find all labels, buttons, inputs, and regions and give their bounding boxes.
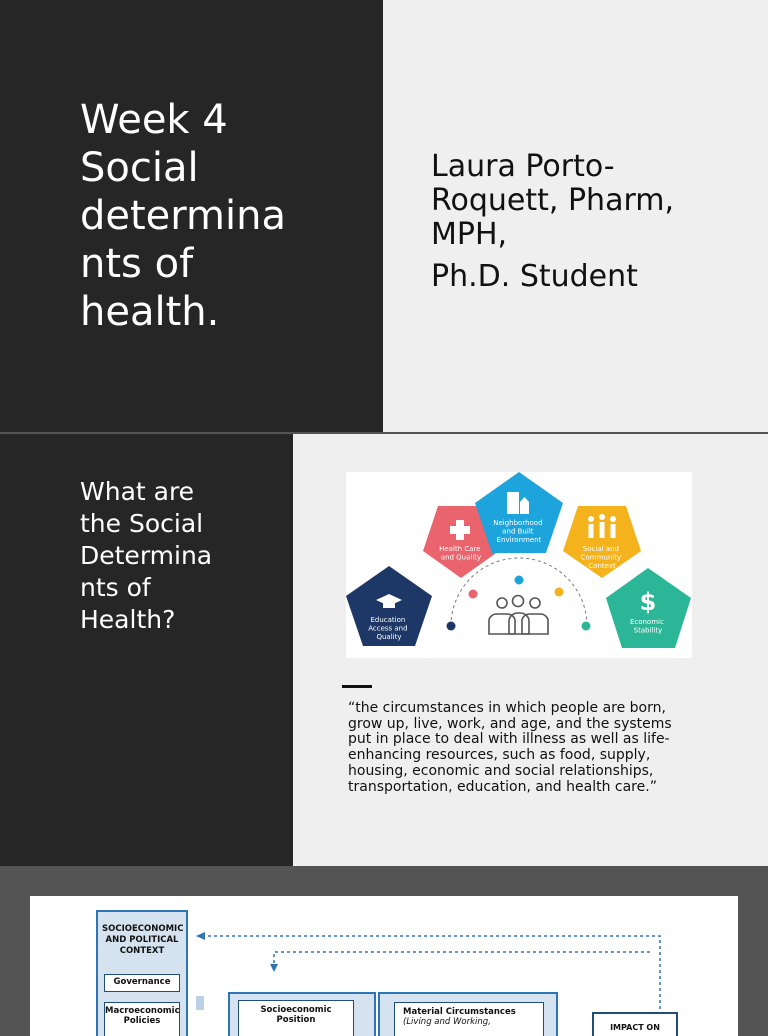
author-line: Laura Porto-: [431, 149, 615, 184]
accent-divider: [342, 685, 372, 688]
title-slide-dark-panel: [0, 0, 383, 432]
domain-label-line: Community: [580, 553, 622, 562]
domain-economic-stability: [606, 568, 691, 648]
domain-label-line: Health Care: [439, 545, 481, 553]
context-title-line: AND POLITICAL: [105, 935, 179, 945]
quote-line: “the circumstances in which people are born,: [348, 700, 666, 716]
context-title-line: CONTEXT: [119, 946, 165, 956]
quote-line: housing, economic and social relationships,: [348, 762, 654, 779]
slide-title-line: health.: [80, 289, 220, 335]
intermediary-determinants-panel: [378, 992, 558, 1036]
domain-label-line: Economic: [629, 618, 664, 626]
domain-label-line: Environment: [496, 536, 542, 544]
domain-social-community: [563, 506, 641, 578]
definition-slide-dark-panel: [0, 434, 293, 866]
sdoh-domains-svg: [346, 472, 692, 658]
people-group-icon: [489, 596, 548, 635]
arc-dot: [555, 588, 564, 597]
feedback-arrow-inner: [274, 952, 650, 964]
quote-line: put in place to deal with illness as well as life-: [348, 731, 670, 748]
arrow-head-icon: [196, 932, 205, 940]
slide-heading-line: Health?: [80, 605, 176, 634]
svg-text:Economic Stability: [630, 618, 666, 635]
slide-heading-line: the Social: [80, 509, 204, 538]
domain-label-line: Quality: [376, 633, 402, 641]
domain-label-line: and Quality: [440, 553, 482, 562]
domain-label-line: Stability: [633, 626, 663, 635]
title-slide: [0, 0, 768, 432]
quote-line: grow up, live, work, and age, and the systems: [348, 715, 672, 732]
slide-title-line: Social: [80, 145, 199, 191]
quote-line: transportation, education, and health care.”: [348, 778, 657, 795]
macro-line: Macroeconomic: [105, 1006, 180, 1016]
definition-slide: [0, 434, 768, 866]
material-circumstances-box: [394, 1002, 544, 1036]
arrow-head-icon: [270, 964, 278, 972]
context-title-line: SOCIOECONOMIC: [102, 924, 184, 934]
arc-dot: [469, 590, 478, 599]
dollar-icon: $: [639, 588, 657, 616]
position-line: Socioeconomic: [260, 1005, 332, 1015]
domain-neighborhood: [475, 472, 563, 553]
flow-arrow-tail: [196, 996, 204, 1010]
slide-heading-line: What are: [80, 477, 195, 506]
arc-dot: [582, 622, 591, 631]
slide-heading-line: Determina: [80, 541, 213, 570]
material-subtitle: (Living and Working,: [403, 1017, 491, 1027]
author-line: MPH,: [431, 217, 508, 252]
author-degree: Ph.D. Student: [431, 259, 638, 294]
impact-label: IMPACT ON: [610, 1023, 660, 1032]
domain-label-line: Context: [588, 562, 616, 570]
domain-label-line: Social and: [582, 545, 619, 553]
position-line: Position: [276, 1015, 316, 1025]
slide-title: [80, 96, 370, 336]
domain-label-line: and Built: [502, 527, 534, 536]
domain-education: [346, 566, 432, 646]
author-block: [431, 150, 731, 294]
sdoh-domains-graphic: [346, 472, 692, 658]
svg-text:Health Care and Qual: [439, 545, 483, 562]
socioeconomic-position-panel: [228, 992, 376, 1036]
definition-quote: [348, 701, 698, 795]
governance-box: Governance: [104, 974, 180, 992]
slide-heading-line: nts of: [80, 573, 151, 602]
socioeconomic-position-box: [238, 1000, 354, 1036]
impact-box: [592, 1012, 678, 1036]
material-title: Material Circumstances: [403, 1007, 516, 1017]
framework-slide: [0, 868, 768, 1032]
author-line: Roquett, Pharm,: [431, 183, 675, 218]
arc-dot: [515, 576, 524, 585]
arc-dot: [447, 622, 456, 631]
slide-title-line: nts of: [80, 241, 194, 287]
slide-title-line: Week 4: [80, 97, 228, 143]
macro-line: Policies: [123, 1016, 161, 1026]
domain-label-line: Education: [370, 616, 406, 624]
community-icon: [588, 514, 616, 538]
slide-heading: [80, 476, 280, 636]
domain-label-line: Access and: [368, 624, 408, 633]
slide-title-line: determina: [80, 193, 286, 239]
csdh-framework-diagram: [30, 896, 738, 1036]
quote-line: enhancing resources, such as food, supply,: [348, 747, 651, 764]
domain-label-line: Neighborhood: [493, 519, 543, 527]
